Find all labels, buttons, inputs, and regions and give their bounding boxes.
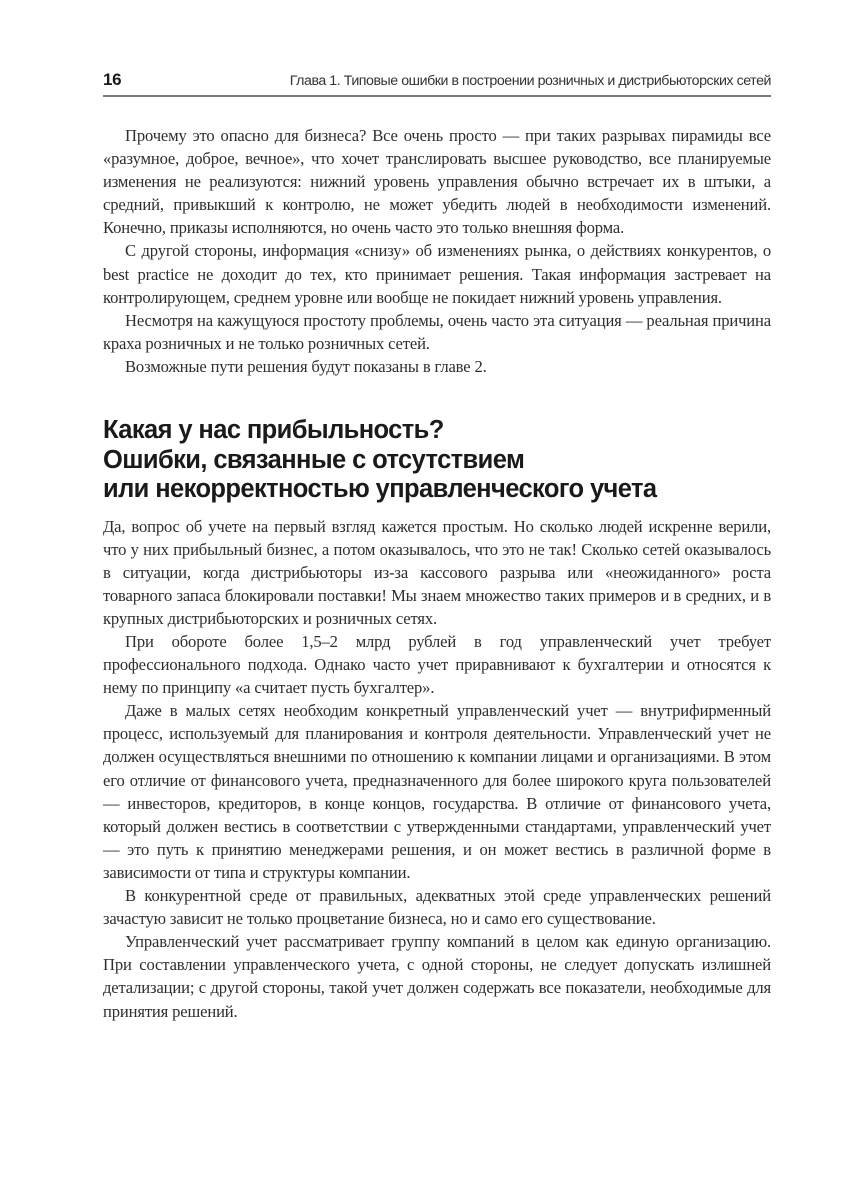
paragraph: С другой стороны, информация «снизу» об изменениях рынка, о действиях конкурентов, о best practice не доходит до тех, кто принимает решения. Такая информация застревает на контролирующем, среднем уровне или вообще не покидает нижний уровень управления. [103,241,771,307]
chapter-title: Глава 1. Типовые ошибки в построении розничных и дистрибьюторских сетей [289,73,771,89]
paragraph: Прочему это опасно для бизнеса? Все очень просто — при таких разрывах пирамиды все «разумное, доброе, вечное», что хочет транслировать высшее руководство, все планируемые изменения не реализуются: нижний уровень управления обычно встречает их в штыки, а средний, привыкший к контролю, не может убедить людей в необходимости изменений. Конечно, приказы исполняются, но очень часто это только внешняя форма. [103,126,771,238]
paragraph: Возможные пути решения будут показаны в главе 2. [125,356,487,376]
paragraph: При обороте более 1,5–2 млрд рублей в год управленческий учет требует профессионального подхода. Однако часто учет приравнивают к бухгалтерии и относятся к нему по принципу «а считает пусть бухгалтер». [103,632,771,698]
paragraph: Несмотря на кажущуюся простоту проблемы, очень часто эта ситуация — реальная причина краха розничных и не только розничных сетей. [103,310,771,353]
section-heading-line: Какая у нас прибыльность? [103,416,444,445]
paragraph: В конкурентной среде от правильных, адекватных этой среде управленческих решений зачастую зависит не только процветание бизнеса, но и само его существование. [103,886,771,929]
section-heading [103,416,771,505]
page-body [103,124,771,1023]
section-heading-line: или некорректностью управленческого учета [103,475,657,504]
page-number: 16 [103,70,122,89]
paragraph: Управленческий учет рассматривает группу компаний в целом как единую организацию. При составлении управленческого учета, с одной стороны, не следует допускать излишней детализации; с другой стороны, такой учет должен содержать все показатели, необходимые для принятия решений. [103,932,771,1021]
running-head [103,70,771,97]
paragraph: Да, вопрос об учете на первый взгляд кажется простым. Но сколько людей искренне верили, что у них прибыльный бизнес, а потом оказывалось, что это не так! Сколько сетей оказывалось в ситуации, когда дистрибьюторы из-за кассового разрыва или «неожиданного» роста товарного запаса блокировали поставки! Мы знаем множество таких примеров и в средних, и в крупных дистрибьюторских и розничных сетях. [103,516,771,628]
book-page [103,70,771,1023]
section-heading-line: Ошибки, связанные с отсутствием [103,445,525,474]
paragraph: Даже в малых сетях необходим конкретный управленческий учет — внутрифирменный процесс, используемый для планирования и контроля деятельности. Управленческий учет не должен осуществляться внешними по отношению к компании лицами и организациями. В этом его отличие от финансового учета, предназначенного для более широкого круга пользователей — инвесторов, кредиторов, в конце концов, государства. В отличие от финансового учета, который должен вестись в соответствии с утвержденными стандартами, управленческий учет — это путь к принятию менеджерами решения, и он может вестись в различной форме в зависимости от типа и структуры компании. [103,701,771,882]
